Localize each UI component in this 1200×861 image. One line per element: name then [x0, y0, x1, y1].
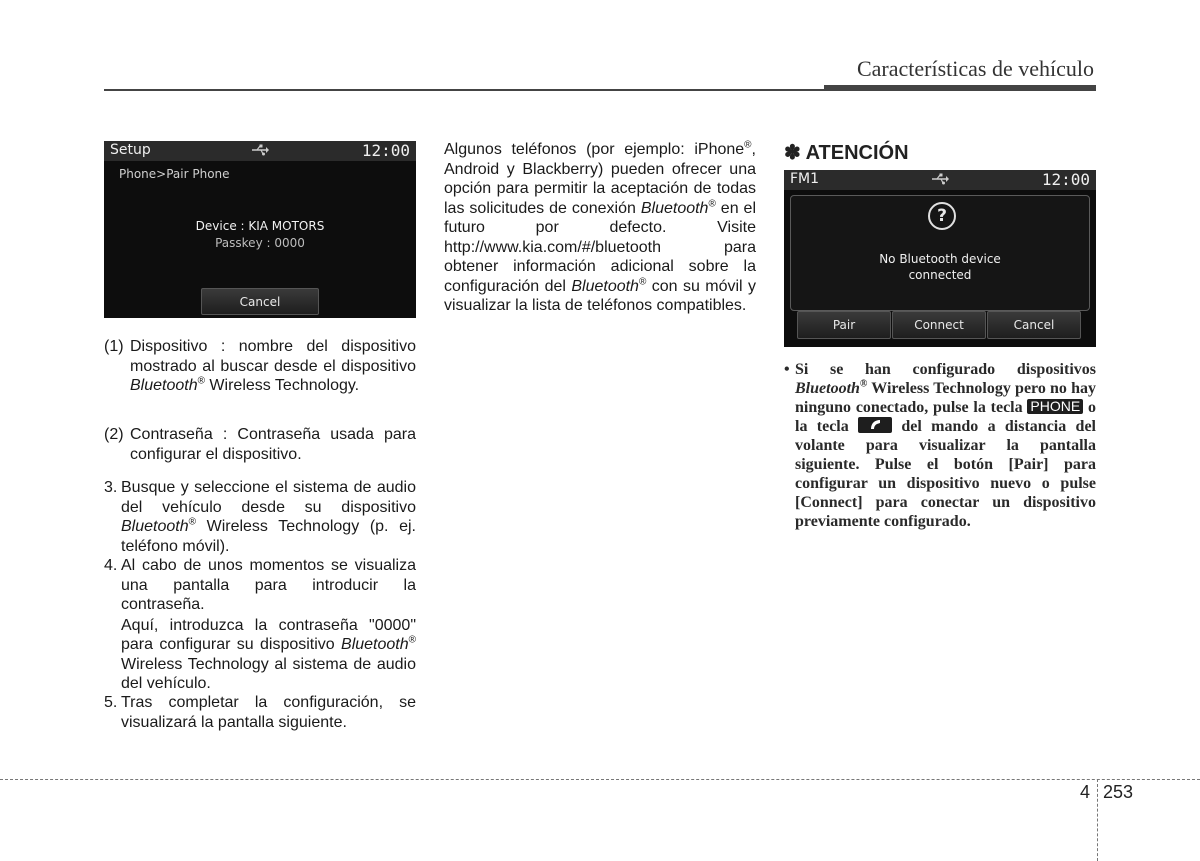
list-item-number: (1)	[104, 338, 124, 355]
step-text: Al cabo de unos momentos se visualiza una pantalla para introducir la contraseña.	[121, 557, 416, 613]
step-text: Tras completar la configuración, se visualizará la pantalla siguiente.	[121, 694, 416, 731]
list-item-text: Contraseña : Contraseña usada para configurar el dispositivo.	[130, 426, 416, 463]
passkey-screen	[104, 141, 416, 318]
chapter-number: 4	[1080, 782, 1091, 802]
device-name-label: Device : KIA MOTORS	[195, 219, 325, 233]
usb-icon	[251, 143, 269, 157]
screen-title: Setup	[110, 142, 151, 158]
page-number: 253	[1103, 782, 1134, 802]
page-header-title: Características de vehículo	[856, 56, 1094, 81]
no-device-screen	[784, 170, 1096, 347]
screen-clock: 12:00	[1041, 170, 1090, 189]
step-4	[104, 556, 416, 694]
step-number: 3.	[104, 479, 118, 496]
dialog-popup	[790, 195, 1090, 311]
note-bullet: •	[784, 361, 790, 378]
step-number: 5.	[104, 694, 118, 711]
middle-paragraph: Algunos teléfonos (por ejemplo: iPhone®, Android y Blackberry) pueden ofrecer una opción para permitir la aceptación de todas las solicitudes de conexión Bluetooth® en el futuro por defecto. Visite http://www.kia.com/#/bluetooth para obtener información adicional sobre la configuración del Bluetooth® con su móvil y visualizar la lista de teléfonos compatibles.	[444, 139, 756, 314]
step-3	[104, 478, 416, 556]
usb-icon	[931, 172, 949, 186]
attention-heading: ✽ ATENCIÓN	[784, 142, 909, 164]
step-5	[104, 693, 416, 732]
note-text: Si se han configurado dispositivos Bluetooth® Wireless Technology pero no hay ninguno conectado, pulse la tecla PHONE o la tecla del mando a distancia del volante para visualizar la pantalla siguiente. Pulse el botón [Pair] para configurar un dispositivo nuevo o pulse [Connect] para conectar un dispositivo previamente configurado.	[795, 361, 1097, 530]
screen-title: FM1	[790, 171, 820, 187]
cancel-button[interactable]: Cancel	[201, 288, 319, 315]
footer-vertical-divider	[1097, 779, 1098, 861]
list-item-number: (2)	[104, 426, 124, 443]
phone-key-label: PHONE	[1027, 399, 1083, 414]
question-icon: ?	[928, 202, 956, 230]
dialog-message-line2: connected	[908, 268, 972, 282]
screen-status-bar	[784, 170, 1096, 190]
step-subtext: Aquí, introduzca la contraseña "0000" para configurar su dispositivo Bluetooth® Wireless Technology al sistema de audio del vehículo.	[121, 616, 416, 692]
dialog-message-line1: No Bluetooth device	[879, 252, 1001, 266]
passkey-label: Passkey : 0000	[215, 236, 305, 250]
screen-breadcrumb: Phone>Pair Phone	[119, 167, 230, 181]
step-text: Busque y seleccione el sistema de audio del vehículo desde su dispositivo Bluetooth® Wireless Technology (p. ej. teléfono móvil).	[121, 479, 416, 555]
cancel-button[interactable]: Cancel	[987, 311, 1081, 339]
list-item-text: Dispositivo : nombre del dispositivo mostrado al buscar desde el dispositivo Bluetooth® Wireless Technology.	[130, 338, 416, 394]
attention-note	[784, 360, 1096, 531]
phone-call-icon	[858, 417, 892, 433]
pair-button[interactable]: Pair	[797, 311, 891, 339]
footer-divider	[0, 779, 1200, 780]
connect-button[interactable]: Connect	[892, 311, 986, 339]
list-item-1	[104, 337, 416, 396]
step-number: 4.	[104, 557, 118, 574]
screen-clock: 12:00	[361, 141, 410, 160]
screen-status-bar	[104, 141, 416, 161]
list-item-2	[104, 425, 416, 464]
header-divider-accent	[824, 85, 1096, 90]
